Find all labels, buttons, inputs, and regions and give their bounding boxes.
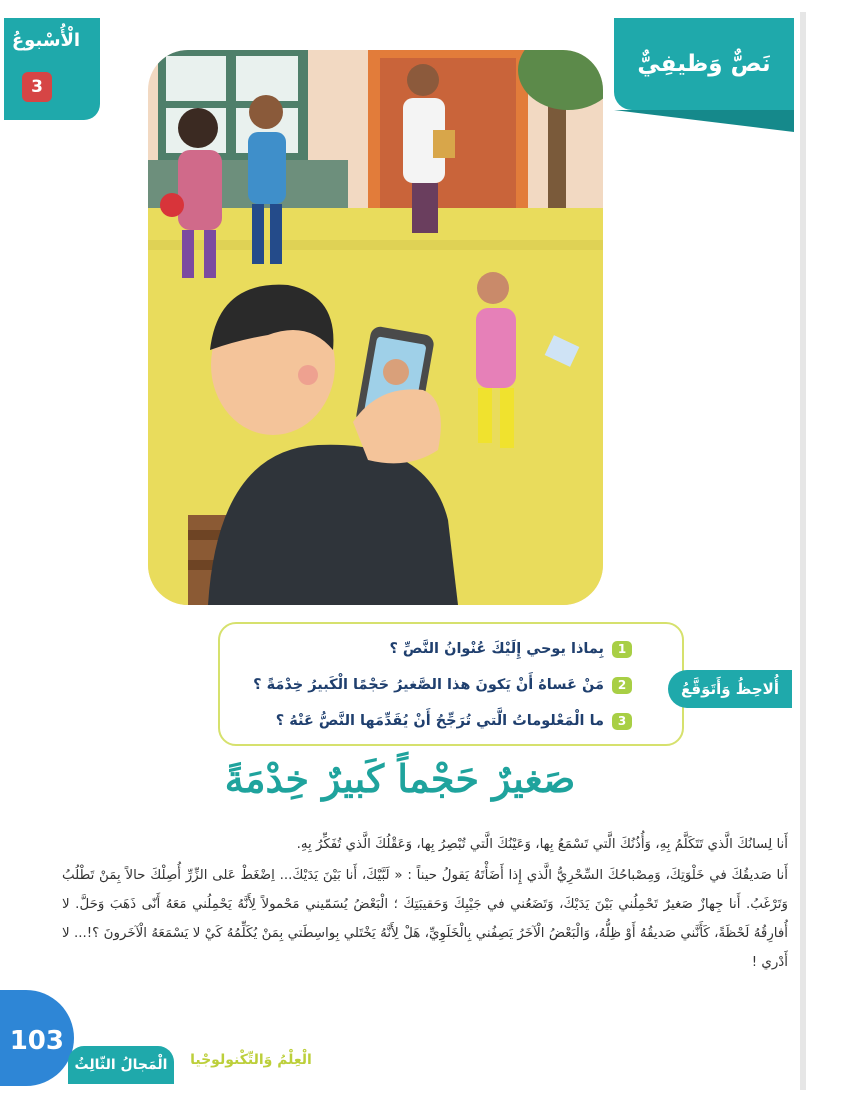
paragraph: أَنا صَديقُكَ في خَلْوَتِكَ، وَمِصْباحُكَ السِّحْرِيُّ الَّذي إِذا أَضَأْتَهُ يَقولُ حيناً : « لَبَّيْكَ، أَنا بَيْنَ يَدَيْكَ... اِضْغَطْ عَلى الزِّرِّ أُصِلْكَ حالاً بِمَنْ تَطْلُبُ وَتَرْغَبُ. أَنا جِهازٌ صَغيرٌ تَحْمِلُني بَيْنَ يَدَيْكَ، وَتَضَعُني في جَيْبِكَ وَحَقيبَتِكَ ؛ الْبَعْضُ يُسَمّيني مَحْمولاً لِأَنَّهُ يَحْمِلُني مَعَهُ أَنّى ذَهَبَ وَحَلَّ. لا أُفارِقُهُ لَحْظَةً، كَأَنَّني صَديقُهُ أَوْ ظِلُّهُ، وَالْبَعْضُ الْآخَرُ يَصِفُني بِالْخَلَوِيِّ، هَلْ لِأَنَّهُ يَخْتَلي بِواسِطَتي بِمَنْ يُكَلِّمُهُ كَيْ لا يَسْمَعَهُ الْآخَرونَ ؟!... لا أَدْري ! <box>62 868 788 970</box>
running-girl-head <box>477 272 509 304</box>
teacher-skirt <box>412 183 438 233</box>
week-number-badge: 3 <box>22 72 52 102</box>
page-title: صَغيرٌ حَجْماً كَبيرٌ خِدْمَةً <box>224 756 576 801</box>
genre-label: نَصٌّ وَظيفِيٌّ <box>637 51 771 77</box>
yard-shadow <box>148 240 603 250</box>
question-item <box>232 704 632 738</box>
question-number: 1 <box>612 641 632 658</box>
question-number: 2 <box>612 677 632 694</box>
domain-theme: الْعِلْمُ وَالتِّكْنولوجْيا <box>190 1052 312 1068</box>
story-illustration <box>148 50 603 605</box>
page-number-text: 103 <box>9 1026 64 1056</box>
question-text: مَنْ عَساهُ أَنْ يَكونَ هذا الصَّغيرُ حَجْمًا الْكَبيرُ خِدْمَةً ؟ <box>253 677 604 693</box>
boy-leg <box>270 204 282 264</box>
window-pane <box>166 56 226 101</box>
page-number <box>0 990 74 1086</box>
story-body <box>62 830 788 979</box>
domain-tag: الْمَجالُ الثّالِثُ <box>68 1046 174 1084</box>
week-label: الْأُسْبوعُ <box>11 30 81 51</box>
running-girl-leg <box>500 388 514 448</box>
girl-leg <box>182 230 194 278</box>
page-edge <box>800 12 806 1090</box>
girl-head <box>178 108 218 148</box>
question-number: 3 <box>612 713 632 730</box>
boy-cheek <box>298 365 318 385</box>
boy-leg <box>252 204 264 264</box>
paragraph: أَنا لِسانُكَ الَّذي تَتَكَلَّمُ بِهِ، وَأُذُنُكَ الَّتي تَسْمَعُ بِها، وَعَيْنُكَ الَّتي تُبْصِرُ بِها، وَعَقْلُكَ الَّذي تُفَكِّرُ بِهِ. <box>296 837 788 852</box>
running-girl-leg <box>478 388 492 443</box>
predict-questions <box>232 632 632 740</box>
question-text: بِماذا يوحي إِلَيْكَ عُنْوانُ النَّصِّ ؟ <box>389 641 604 657</box>
illustration-scene <box>148 50 603 605</box>
teacher-head <box>407 64 439 96</box>
question-text: ما الْمَعْلوماتُ الَّتي تُرَجِّحُ أَنْ يُقَدِّمَها النَّصُّ عَنْهُ ؟ <box>275 713 604 729</box>
predict-tag: أُلاحِظُ وَأَتَوَقَّعُ <box>668 670 792 708</box>
girl-bag <box>160 193 184 217</box>
question-item <box>232 632 632 666</box>
question-item <box>232 668 632 702</box>
boy-shirt <box>248 132 286 204</box>
genre-banner <box>614 18 794 110</box>
running-girl-dress <box>476 308 516 388</box>
boy-head <box>249 95 283 129</box>
teacher-clipboard <box>433 130 455 158</box>
girl-leg <box>204 230 216 278</box>
window-pane <box>236 56 298 101</box>
phone-face <box>383 359 409 385</box>
girl-dress <box>178 150 222 230</box>
